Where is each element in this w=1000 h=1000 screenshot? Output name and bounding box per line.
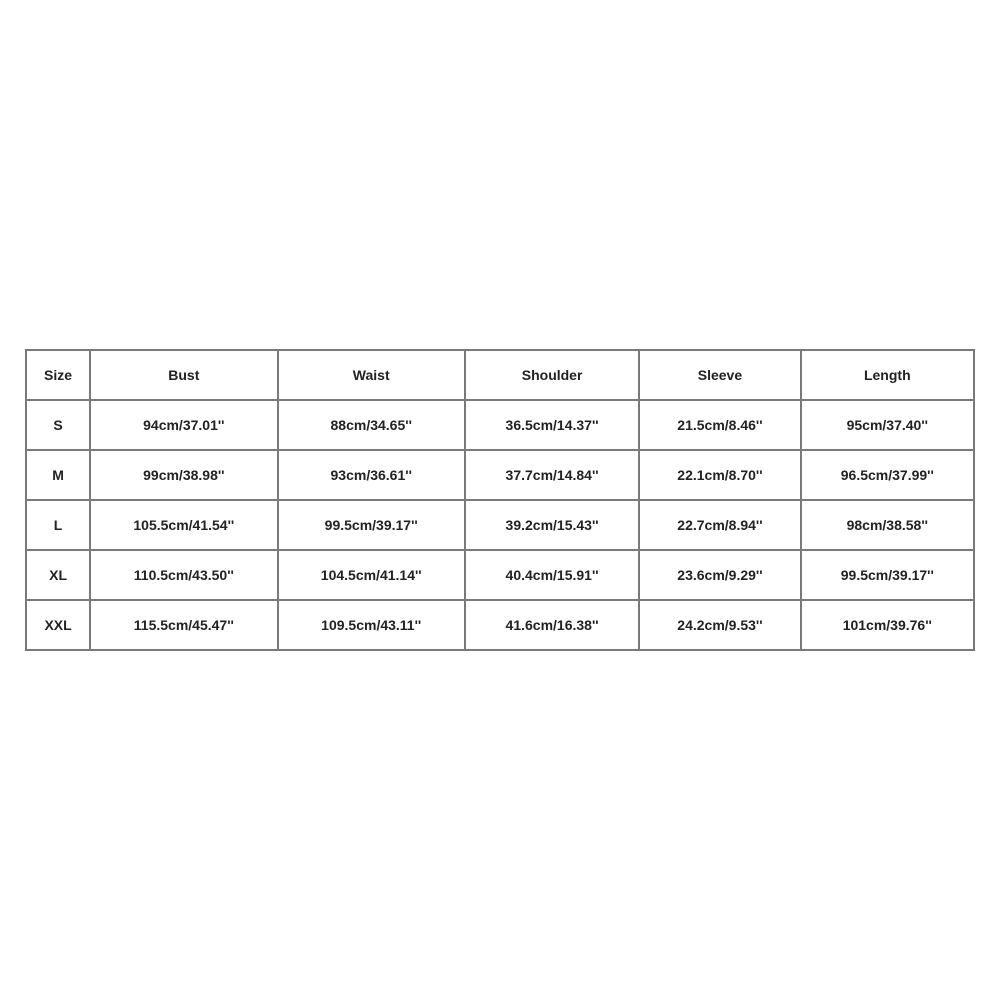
cell-waist: 93cm/36.61'' — [279, 451, 466, 501]
header-sleeve: Sleeve — [640, 351, 801, 401]
table-row — [27, 601, 975, 651]
cell-sleeve: 23.6cm/9.29'' — [640, 551, 801, 601]
cell-length: 99.5cm/39.17'' — [802, 551, 975, 601]
table-row — [27, 551, 975, 601]
cell-length: 98cm/38.58'' — [802, 501, 975, 551]
cell-waist: 88cm/34.65'' — [279, 401, 466, 451]
cell-shoulder: 37.7cm/14.84'' — [466, 451, 640, 501]
cell-size: XL — [27, 551, 91, 601]
table-row — [27, 501, 975, 551]
cell-length: 95cm/37.40'' — [802, 401, 975, 451]
cell-waist: 104.5cm/41.14'' — [279, 551, 466, 601]
cell-bust: 94cm/37.01'' — [91, 401, 278, 451]
cell-size: S — [27, 401, 91, 451]
cell-sleeve: 22.1cm/8.70'' — [640, 451, 801, 501]
cell-bust: 105.5cm/41.54'' — [91, 501, 278, 551]
header-size: Size — [27, 351, 91, 401]
header-bust: Bust — [91, 351, 278, 401]
cell-sleeve: 21.5cm/8.46'' — [640, 401, 801, 451]
cell-shoulder: 41.6cm/16.38'' — [466, 601, 640, 651]
cell-size: M — [27, 451, 91, 501]
cell-shoulder: 39.2cm/15.43'' — [466, 501, 640, 551]
table-row — [27, 401, 975, 451]
cell-length: 96.5cm/37.99'' — [802, 451, 975, 501]
size-chart-table — [25, 349, 975, 651]
cell-bust: 115.5cm/45.47'' — [91, 601, 278, 651]
cell-size: XXL — [27, 601, 91, 651]
cell-bust: 110.5cm/43.50'' — [91, 551, 278, 601]
table-header-row — [27, 351, 975, 401]
table-row — [27, 451, 975, 501]
cell-waist: 109.5cm/43.11'' — [279, 601, 466, 651]
header-shoulder: Shoulder — [466, 351, 640, 401]
cell-length: 101cm/39.76'' — [802, 601, 975, 651]
cell-shoulder: 40.4cm/15.91'' — [466, 551, 640, 601]
header-waist: Waist — [279, 351, 466, 401]
cell-sleeve: 22.7cm/8.94'' — [640, 501, 801, 551]
cell-shoulder: 36.5cm/14.37'' — [466, 401, 640, 451]
cell-waist: 99.5cm/39.17'' — [279, 501, 466, 551]
cell-sleeve: 24.2cm/9.53'' — [640, 601, 801, 651]
cell-size: L — [27, 501, 91, 551]
header-length: Length — [802, 351, 975, 401]
cell-bust: 99cm/38.98'' — [91, 451, 278, 501]
